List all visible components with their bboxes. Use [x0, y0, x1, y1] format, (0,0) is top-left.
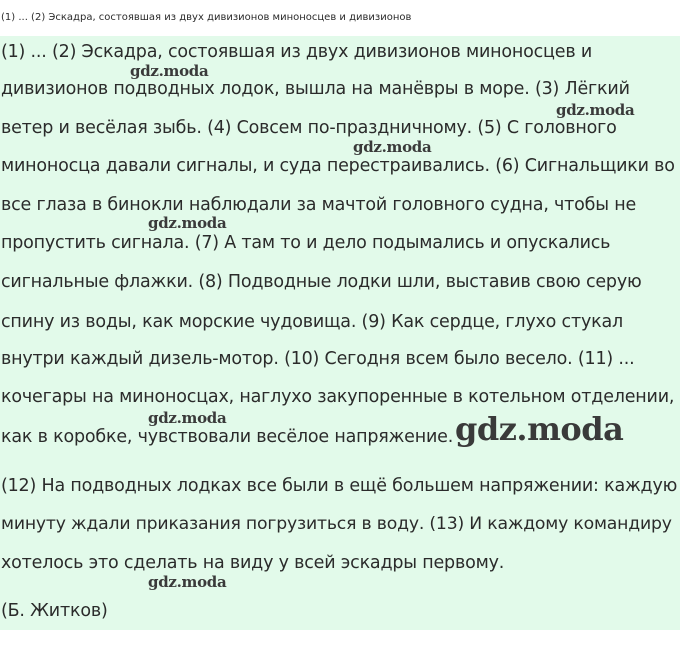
- text-line-6: пропустить сигнала. (7) А там то и дело подымались и опускались: [1, 233, 611, 253]
- text-line-1: (1) ... (2) Эскадра, состоявшая из двух дивизионов миноносцев и: [1, 42, 592, 62]
- text-line-3: ветер и весёлая зыбь. (4) Совсем по-праздничному. (5) С головного: [1, 118, 617, 138]
- watermark: gdz.moda: [148, 573, 227, 591]
- text-line-2: дивизионов подводных лодок, вышла на манёвры в море. (3) Лёгкий: [1, 79, 630, 99]
- watermark: gdz.moda: [556, 101, 635, 119]
- text-panel: [0, 36, 680, 630]
- watermark: gdz.moda: [130, 62, 209, 80]
- text-line-8: спину из воды, как морские чудовища. (9) Как сердце, глухо стукал: [1, 312, 624, 332]
- watermark: gdz.moda: [353, 138, 432, 156]
- text-line-11: как в коробке, чувствовали весёлое напряжение.: [1, 427, 454, 447]
- text-line-13: минуту ждали приказания погрузиться в воду. (13) И каждому командиру: [1, 514, 672, 534]
- watermark: gdz.moda: [148, 409, 227, 427]
- document-header: (1) ... (2) Эскадра, состоявшая из двух дивизионов миноносцев и дивизионов: [0, 0, 680, 36]
- text-line-5: все глаза в бинокли наблюдали за мачтой головного судна, чтобы не: [1, 195, 637, 215]
- watermark: gdz.moda: [148, 214, 227, 232]
- text-line-9: внутри каждый дизель-мотор. (10) Сегодня всем было весело. (11) ...: [1, 349, 635, 369]
- watermark-large: gdz.moda: [455, 410, 624, 448]
- text-line-14: хотелось это сделать на виду у всей эскадры первому.: [1, 553, 505, 573]
- text-line-7: сигнальные флажки. (8) Подводные лодки шли, выставив свою серую: [1, 272, 642, 292]
- text-line-10: кочегары на миноносцах, наглухо закупоренные в котельном отделении,: [1, 387, 675, 407]
- text-line-12: (12) На подводных лодках все были в ещё большем напряжении: каждую: [1, 476, 678, 496]
- text-line-4: миноносца давали сигналы, и суда перестраивались. (6) Сигнальщики во: [1, 156, 675, 176]
- author-signature: (Б. Житков): [1, 601, 108, 621]
